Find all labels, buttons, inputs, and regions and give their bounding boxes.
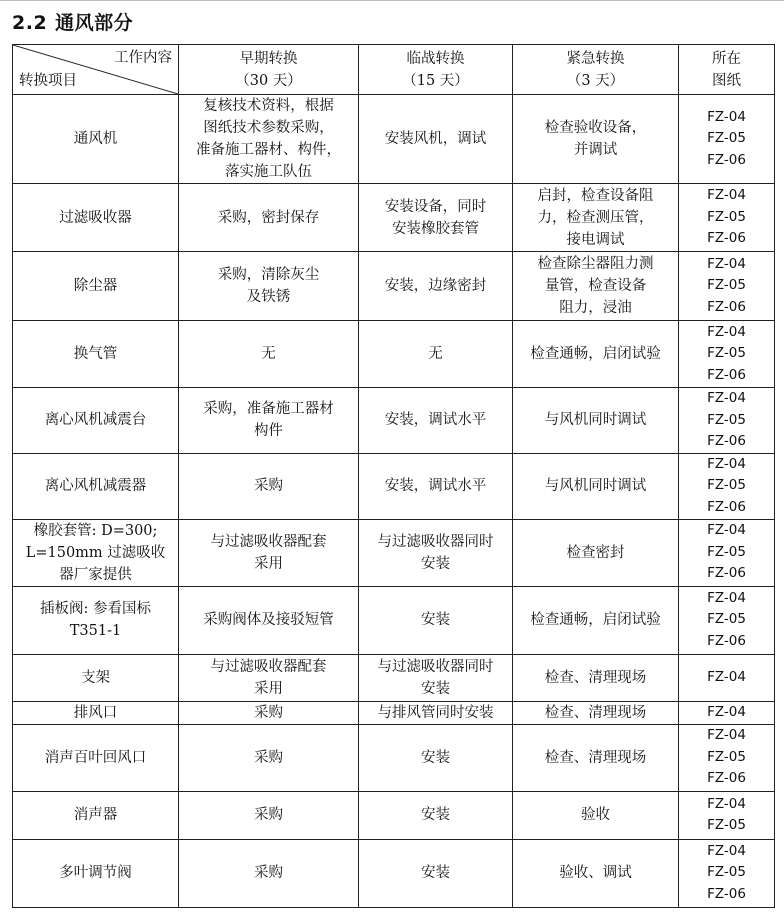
drawing-ref: FZ-05 [707,345,746,362]
cell-early [179,321,359,388]
cell-imminent [359,724,513,791]
cell-line: 安装 [421,865,450,881]
drawing-ref: FZ-05 [707,208,746,225]
cell-line: 检查、清理现场 [544,749,647,766]
cell-line: 与过滤吸收器配套 [210,533,327,550]
drawing-ref: FZ-06 [707,298,746,315]
drawing-ref: FZ-04 [707,255,746,272]
cell-line: 消声器 [73,807,118,823]
header-early-label: 早期转换 [239,50,298,67]
cell-item [13,252,179,321]
cell-early [179,839,359,907]
section-title: 通风部分 [55,12,134,34]
cell-imminent [359,519,513,586]
cell-line: 并调试 [573,142,618,158]
cell-line: 安装橡胶套管 [392,220,479,237]
cell-urgent [513,453,679,519]
cell-early [179,184,359,252]
cell-line: 采用 [254,555,283,572]
cell-urgent [513,519,679,586]
header-urgent [513,45,679,95]
cell-line: 落实施工队伍 [225,164,312,180]
cell-urgent [513,252,679,321]
cell-line: 检查密封 [566,544,625,561]
cell-urgent [513,839,679,907]
header-drawing [679,45,775,95]
cell-imminent [359,95,513,184]
cell-line: 准备施工器材、构件， [196,142,341,158]
cell-line: 与风机同时调试 [544,478,647,494]
cell-line: 插板阀: 参看国标 [40,601,151,617]
drawing-ref: FZ-05 [707,543,746,560]
header-early-days: （30 天） [235,72,302,89]
header-imminent-days: （15 天） [402,72,469,89]
cell-item [13,724,179,791]
cell-item [13,453,179,519]
conversion-item-label: 转换项目 [19,73,77,89]
cell-early [179,724,359,791]
drawing-ref: FZ-05 [707,817,746,833]
cell-line: 与排风管同时安装 [377,704,494,721]
cell-imminent [359,586,513,654]
cell-refs [679,519,775,586]
cell-imminent [359,453,513,519]
drawing-ref: FZ-06 [707,565,746,582]
cell-item [13,791,179,839]
cell-line: 器厂家提供 [59,566,132,583]
ventilation-table [12,44,775,908]
cell-line: 阻力，浸油 [559,300,632,316]
cell-urgent [513,95,679,184]
table-row [13,519,775,586]
cell-refs [679,184,775,252]
cell-line: 安装风机，调试 [384,131,487,147]
drawing-ref: FZ-04 [707,108,746,125]
cell-early [179,586,359,654]
cell-line: 安装 [421,680,450,697]
cell-line: 橡胶套管: D=300; [33,522,158,539]
header-urgent-label: 紧急转换 [566,50,625,67]
cell-urgent [513,791,679,839]
cell-line: 安装，边缘密封 [384,278,487,294]
header-drawing-line1: 所在 [712,50,741,67]
cell-line: 排风口 [73,704,118,721]
cell-refs [679,453,775,519]
cell-line: 验收、调试 [559,865,632,881]
cell-line: 无 [428,346,443,362]
cell-line: 检查验收设备， [544,120,647,136]
cell-line: 采购 [254,865,283,881]
drawing-ref: FZ-06 [707,770,746,787]
drawing-ref: FZ-05 [707,277,746,294]
cell-line: 消声百叶回风口 [44,749,147,766]
cell-early [179,453,359,519]
cell-item [13,839,179,907]
cell-urgent [513,586,679,654]
drawing-ref: FZ-06 [707,498,746,515]
cell-item [13,95,179,184]
drawing-ref: FZ-05 [707,411,746,428]
cell-line: 采购 [254,749,283,766]
header-early [179,45,359,95]
cell-line: 接电调试 [566,231,625,248]
drawing-ref: FZ-04 [707,187,746,204]
table-row [13,701,775,724]
cell-line: 检查、清理现场 [544,669,647,686]
cell-line: 与风机同时调试 [544,412,647,429]
drawing-ref: FZ-04 [707,522,746,539]
cell-line: 与过滤吸收器配套 [210,658,327,675]
table-row [13,388,775,454]
header-row [13,45,775,95]
drawing-ref: FZ-04 [707,455,746,472]
cell-imminent [359,791,513,839]
work-content-label: 工作内容 [114,50,172,66]
cell-line: 离心风机减震台 [44,412,147,429]
cell-line: 量管，检查设备 [544,278,647,294]
cell-line: 启封，检查设备阻 [537,187,654,204]
table-row [13,791,775,839]
cell-item [13,321,179,388]
drawing-ref: FZ-04 [707,795,746,812]
cell-line: 除尘器 [73,278,118,294]
cell-item [13,184,179,252]
cell-line: 过滤吸收器 [59,209,132,226]
cell-line: 采用 [254,680,283,697]
cell-line: 通风机 [73,131,118,147]
cell-imminent [359,388,513,454]
cell-early [179,701,359,724]
cell-refs [679,724,775,791]
cell-urgent [513,701,679,724]
cell-imminent [359,252,513,321]
cell-line: 检查、清理现场 [544,704,647,721]
cell-line: 安装，调试水平 [384,478,487,494]
cell-line: 采购 [254,704,283,721]
cell-line: 安装 [421,749,450,766]
cell-urgent [513,321,679,388]
drawing-ref: FZ-06 [707,632,746,649]
cell-line: 检查通畅，启闭试验 [530,346,661,362]
cell-refs [679,586,775,654]
drawing-ref: FZ-04 [707,703,746,720]
section-number: 2.2 [12,12,48,34]
cell-line: 采购 [254,807,283,823]
drawing-ref: FZ-04 [707,668,746,685]
drawing-ref: FZ-06 [707,230,746,247]
cell-line: 安装 [421,555,450,572]
cell-imminent [359,701,513,724]
cell-refs [679,791,775,839]
drawing-ref: FZ-04 [707,323,746,340]
table-row [13,252,775,321]
cell-item [13,701,179,724]
table-row [13,184,775,252]
cell-imminent [359,184,513,252]
table-row [13,453,775,519]
cell-refs [679,252,775,321]
cell-line: 安装，调试水平 [384,412,487,429]
cell-line: 安装 [421,612,450,628]
cell-line: 采购，密封保存 [217,209,320,226]
cell-refs [679,321,775,388]
header-urgent-days: （3 天） [566,72,625,89]
cell-line: 验收 [581,807,610,823]
table-row [13,95,775,184]
cell-line: 图纸技术参数采购， [203,120,334,136]
cell-refs [679,839,775,907]
drawing-ref: FZ-06 [707,885,746,902]
cell-line: 采购阀体及接驳短管 [203,612,334,628]
cell-item [13,388,179,454]
drawing-ref: FZ-05 [707,611,746,628]
cell-line: 无 [261,346,276,362]
cell-imminent [359,321,513,388]
table-row [13,724,775,791]
cell-line: 构件 [254,423,283,440]
cell-line: 多叶调节阀 [59,865,132,881]
drawing-ref: FZ-06 [707,433,746,449]
cell-urgent [513,388,679,454]
cell-early [179,95,359,184]
cell-line: 换气管 [73,346,118,362]
diagonal-header-cell [13,45,179,95]
cell-early [179,388,359,454]
cell-line: 力，检查测压管， [537,209,654,226]
cell-line: 与过滤吸收器同时 [377,658,494,675]
cell-early [179,654,359,701]
cell-line: 安装设备，同时 [384,198,487,215]
section-heading [12,8,133,35]
drawing-ref: FZ-04 [707,842,746,859]
cell-refs [679,95,775,184]
cell-line: 离心风机减震器 [44,478,147,494]
cell-early [179,252,359,321]
cell-urgent [513,724,679,791]
cell-imminent [359,654,513,701]
cell-urgent [513,654,679,701]
cell-line: 检查除尘器阻力测 [537,256,654,272]
cell-line: 及铁锈 [246,289,291,305]
cell-line: 复核技术资料，根据 [203,98,334,114]
header-drawing-line2: 图纸 [712,72,741,89]
header-imminent [359,45,513,95]
header-imminent-label: 临战转换 [406,50,465,67]
cell-imminent [359,839,513,907]
cell-line: 采购 [254,478,283,494]
drawing-ref: FZ-05 [707,748,746,765]
cell-line: 安装 [421,807,450,823]
cell-line: L=150mm 过滤吸收 [25,544,166,561]
cell-item [13,586,179,654]
cell-line: T351-1 [69,623,122,639]
cell-line: 采购，清除灰尘 [217,267,320,283]
cell-line: 采购，准备施工器材 [203,401,334,418]
cell-urgent [513,184,679,252]
drawing-ref: FZ-04 [707,589,746,606]
drawing-ref: FZ-05 [707,477,746,494]
cell-line: 检查通畅，启闭试验 [530,612,661,628]
drawing-ref: FZ-06 [707,366,746,383]
drawing-ref: FZ-06 [707,151,746,168]
drawing-ref: FZ-04 [707,727,746,744]
cell-item [13,654,179,701]
drawing-ref: FZ-05 [707,130,746,147]
table-row [13,654,775,701]
table-row [13,321,775,388]
cell-refs [679,654,775,701]
cell-early [179,791,359,839]
drawing-ref: FZ-05 [707,864,746,881]
cell-refs [679,388,775,454]
cell-early [179,519,359,586]
cell-line: 与过滤吸收器同时 [377,533,494,550]
cell-item [13,519,179,586]
drawing-ref: FZ-04 [707,390,746,406]
table-row [13,839,775,907]
top-rule [0,0,784,1]
cell-refs [679,701,775,724]
table-row [13,586,775,654]
cell-line: 支架 [81,669,110,686]
